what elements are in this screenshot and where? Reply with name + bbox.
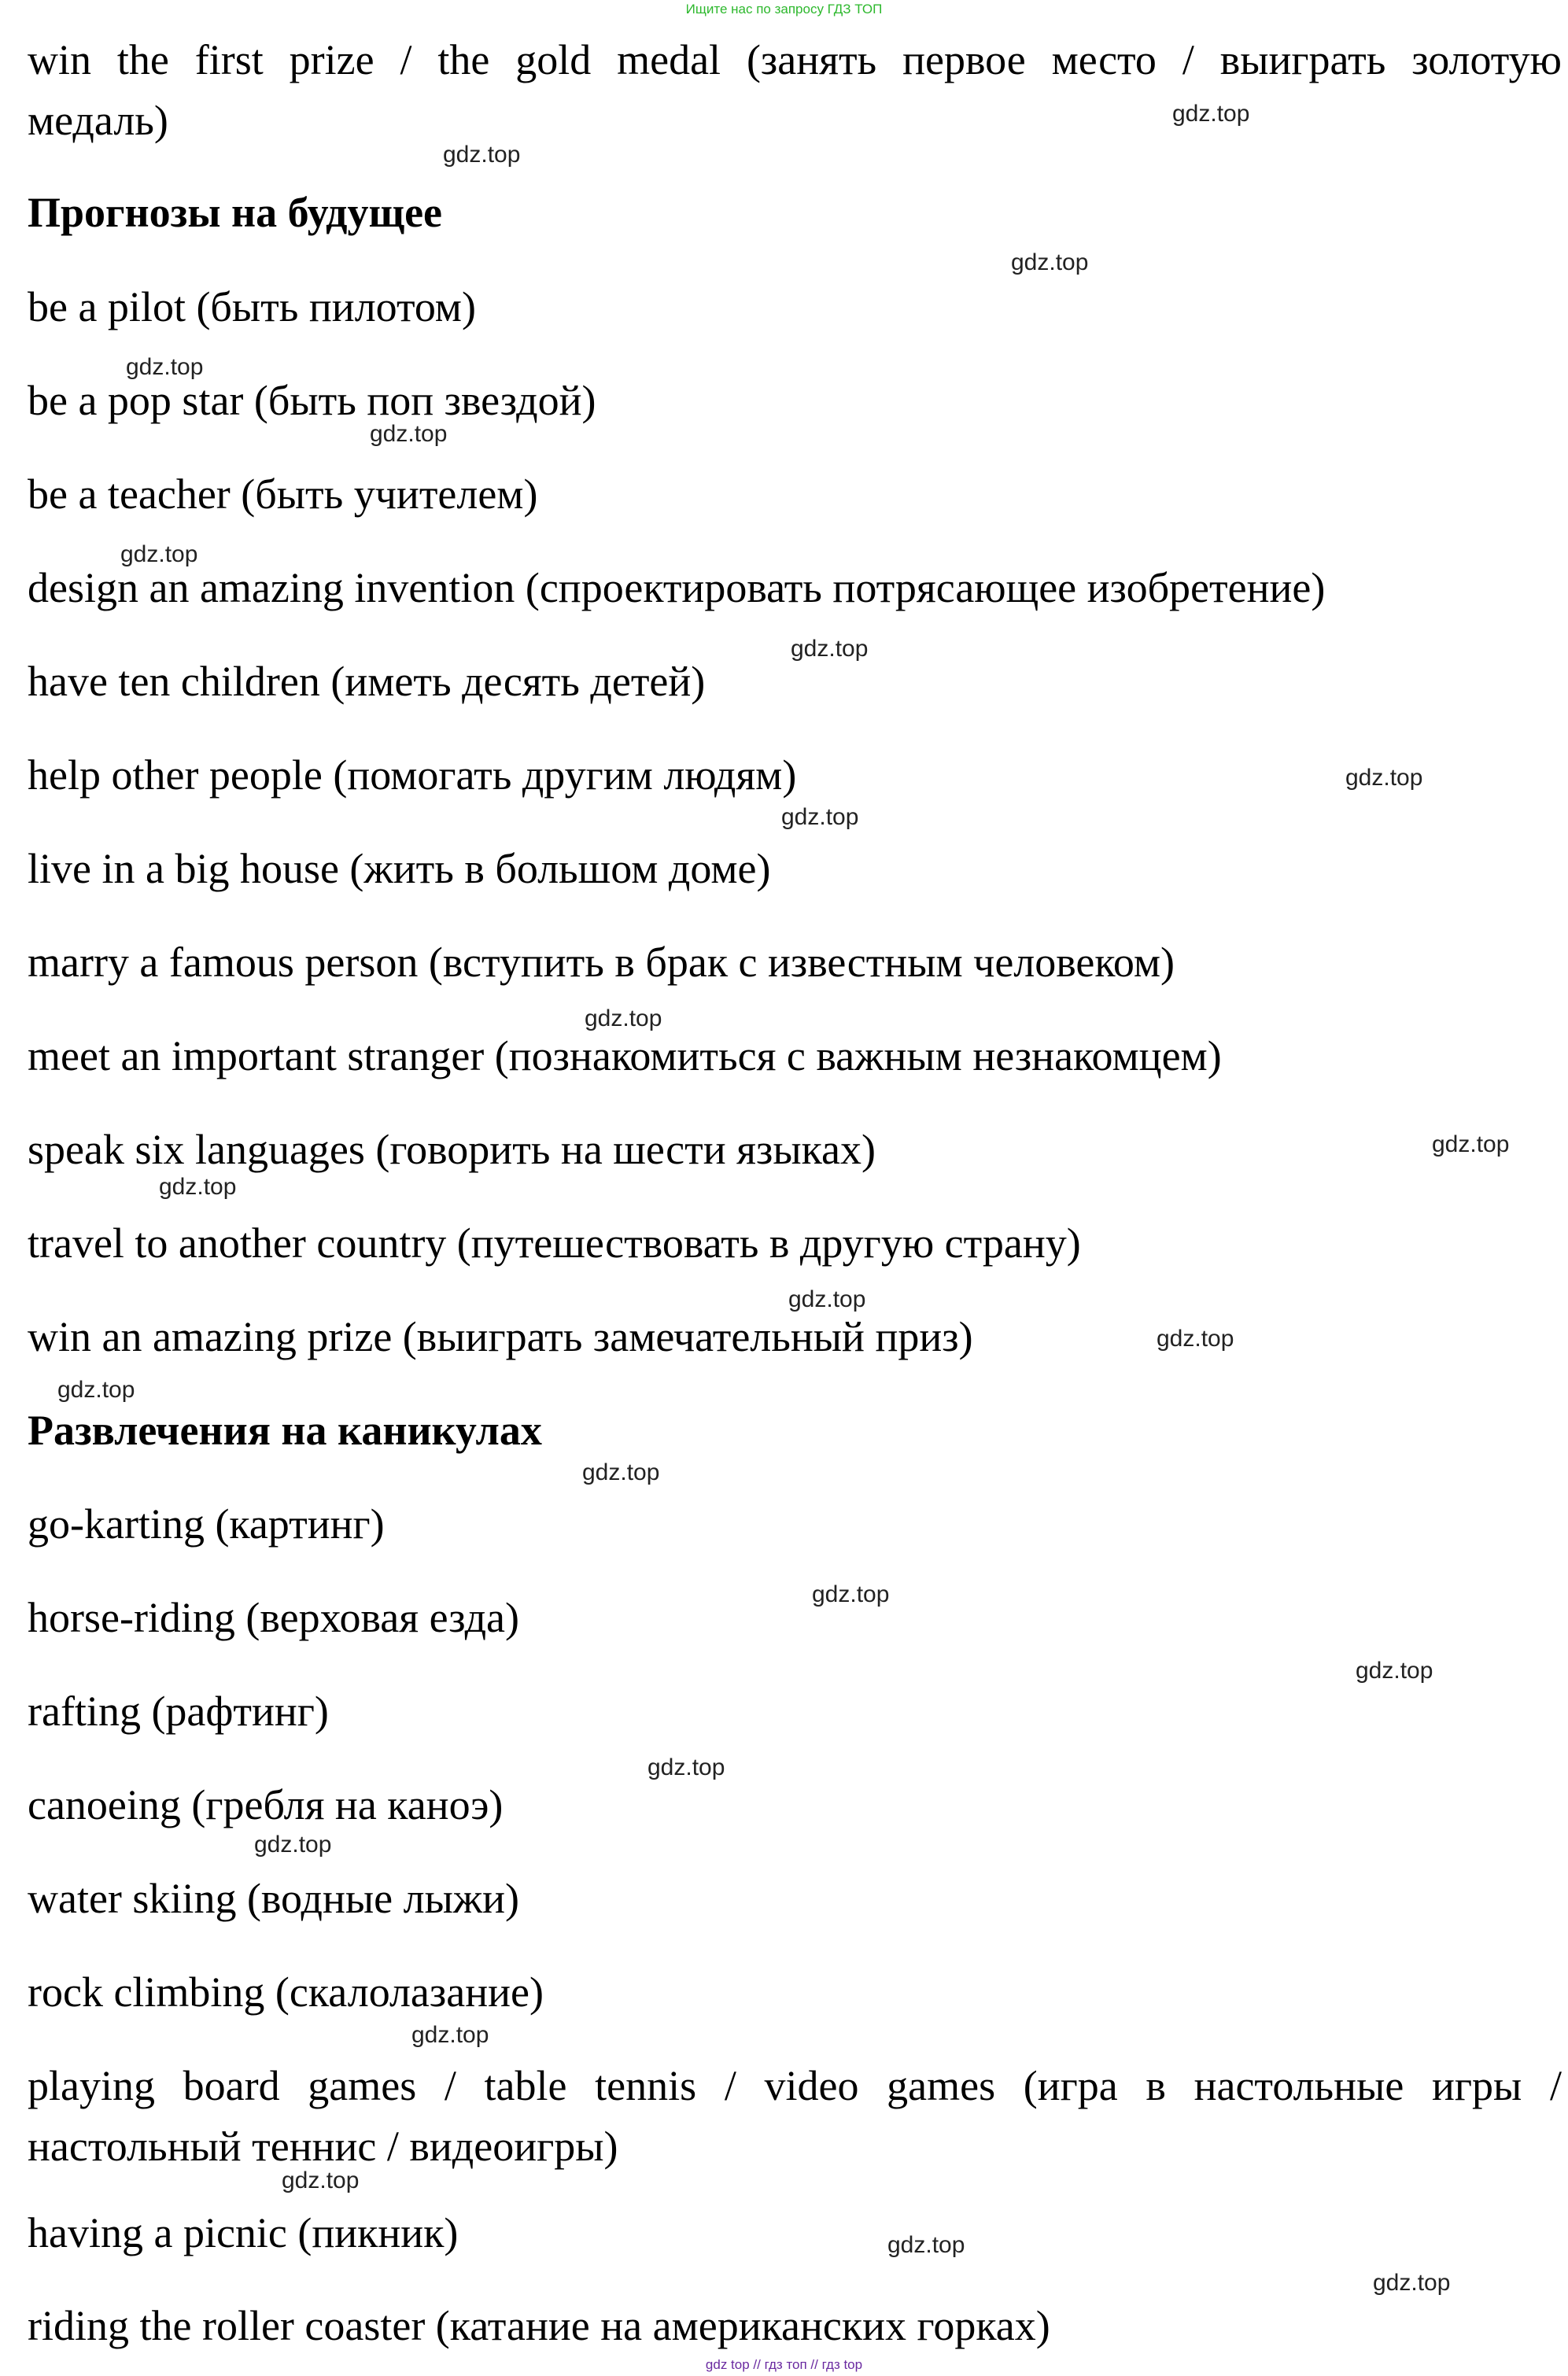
watermark: gdz.top: [370, 421, 448, 447]
watermark: gdz.top: [1432, 1131, 1510, 1157]
list-item: meet an important stranger (познакомиться с важным незнакомцем): [28, 1032, 1222, 1079]
list-item: rock climbing (скалолазание): [28, 1968, 544, 2016]
watermark: gdz.top: [120, 541, 198, 567]
intro-line-2: медаль): [28, 97, 168, 144]
list-item: riding the roller coaster (катание на американских горках): [28, 2302, 1050, 2349]
list-item: win an amazing prize (выиграть замечательный приз): [28, 1313, 973, 1360]
watermark: gdz.top: [254, 1832, 332, 1858]
watermark: gdz.top: [126, 354, 204, 380]
list-item: go-karting (картинг): [28, 1500, 385, 1548]
watermark: gdz.top: [788, 1286, 866, 1312]
watermark: gdz.top: [159, 1174, 237, 1200]
section-title-predictions: Прогнозы на будущее: [28, 189, 443, 236]
watermark: gdz.top: [1011, 249, 1089, 275]
section-title-holiday-activities: Развлечения на каникулах: [28, 1407, 542, 1454]
watermark: gdz.top: [1345, 765, 1423, 791]
list-item: rafting (рафтинг): [28, 1688, 329, 1735]
list-item: be a teacher (быть учителем): [28, 470, 538, 518]
watermark: gdz.top: [585, 1005, 662, 1031]
watermark: gdz.top: [1172, 101, 1250, 127]
top-banner: Ищите нас по запросу ГДЗ ТОП: [685, 2, 883, 17]
watermark: gdz.top: [781, 804, 859, 830]
list-item: design an amazing invention (спроектировать потрясающее изобретение): [28, 564, 1326, 611]
watermark: gdz.top: [582, 1459, 660, 1485]
list-item: have ten children (иметь десять детей): [28, 658, 706, 705]
intro-line-1: win the first prize / the gold medal (занять первое место / выиграть золотую: [28, 36, 1562, 83]
list-item-games-line-1: playing board games / table tennis / video games (игра в настольные игры /: [28, 2062, 1562, 2109]
watermark: gdz.top: [1356, 1658, 1433, 1684]
list-item: live in a big house (жить в большом доме): [28, 845, 771, 892]
watermark: gdz.top: [812, 1581, 890, 1607]
list-item: travel to another country (путешествовать в другую страну): [28, 1219, 1081, 1267]
list-item: having a picnic (пикник): [28, 2209, 459, 2256]
list-item: help other people (помогать другим людям): [28, 751, 797, 799]
list-item: speak six languages (говорить на шести языках): [28, 1126, 876, 1173]
watermark: gdz.top: [1373, 2270, 1451, 2296]
list-item: horse-riding (верховая езда): [28, 1594, 520, 1641]
list-item: water skiing (водные лыжи): [28, 1875, 520, 1922]
watermark: gdz.top: [647, 1754, 725, 1780]
watermark: gdz.top: [282, 2168, 360, 2193]
watermark: gdz.top: [887, 2232, 965, 2258]
list-item-games-line-2: настольный теннис / видеоигры): [28, 2123, 618, 2170]
watermark: gdz.top: [411, 2022, 489, 2048]
list-item: canoeing (гребля на каноэ): [28, 1781, 504, 1828]
watermark: gdz.top: [57, 1377, 135, 1403]
list-item: marry a famous person (вступить в брак с известным человеком): [28, 939, 1175, 986]
bottom-banner: gdz top // гдз топ // гдз top: [705, 2357, 863, 2372]
watermark: gdz.top: [443, 142, 521, 168]
list-item: be a pop star (быть поп звездой): [28, 377, 596, 424]
watermark: gdz.top: [1157, 1326, 1234, 1352]
list-item: be a pilot (быть пилотом): [28, 283, 476, 330]
watermark: gdz.top: [791, 636, 869, 662]
